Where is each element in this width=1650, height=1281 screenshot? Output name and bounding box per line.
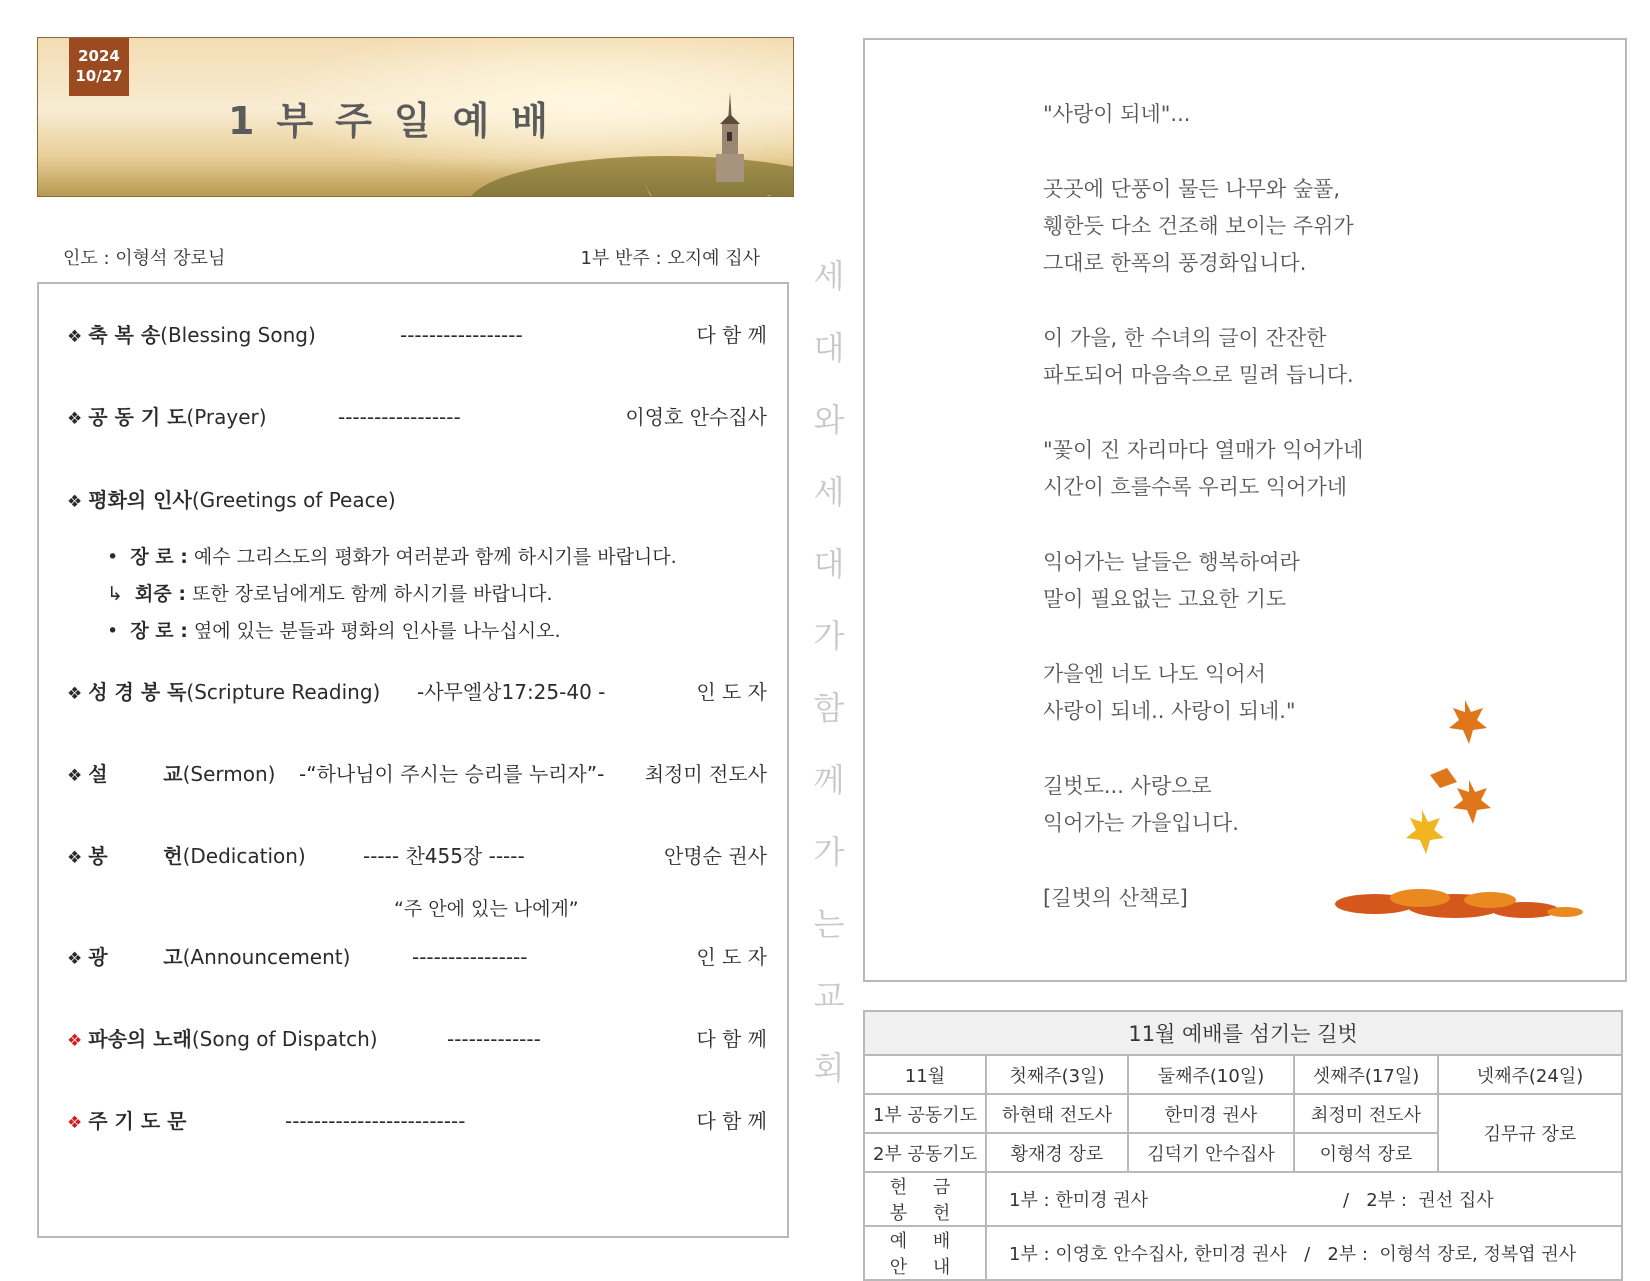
order-item-lords-prayer xyxy=(67,1106,767,1136)
motto-char: 가 xyxy=(813,833,845,871)
table-cell: 김무규 장로 xyxy=(1438,1094,1622,1172)
order-of-worship xyxy=(37,282,789,1238)
table-cell xyxy=(986,1226,1622,1280)
order-item-person: 다 함 께 xyxy=(696,1027,767,1051)
order-item-title: 주 기 도 문 xyxy=(88,1109,187,1133)
order-item-english: (Blessing Song) xyxy=(160,323,316,347)
order-item-person: 인 도 자 xyxy=(696,680,767,704)
greeting-line xyxy=(107,616,561,646)
order-item-announcement xyxy=(67,942,767,972)
offering-separator: / xyxy=(1343,1190,1350,1211)
motto-char: 대 xyxy=(813,545,845,583)
order-item-detail: -“하나님이 주시는 승리를 누리자”- xyxy=(299,762,605,786)
order-item-prayer xyxy=(67,402,767,432)
diamond-icon: ❖ xyxy=(67,848,83,868)
greeting-text: 옆에 있는 분들과 평화의 인사를 나누십시오. xyxy=(187,620,561,642)
usher-value: 1부 : 이영호 안수집사, 한미경 권사 xyxy=(1009,1244,1287,1265)
order-item-detail: ----- 찬455장 ----- xyxy=(363,844,525,868)
poem-line: 익어가는 가을입니다. xyxy=(1043,811,1239,835)
poem-line: 시간이 흐를수록 우리도 익어가네 xyxy=(1043,475,1348,499)
order-item-dedication xyxy=(67,841,767,871)
reply-arrow-icon: ↳ xyxy=(107,583,123,605)
usher-separator: / xyxy=(1304,1244,1311,1265)
order-item-dispatch-song xyxy=(67,1024,767,1054)
order-item-title: 축 복 송 xyxy=(88,323,161,347)
table-cell: 최정미 전도사 xyxy=(1294,1094,1438,1133)
order-item-title: 성 경 봉 독 xyxy=(88,680,187,704)
greeting-speaker: 장 로 : xyxy=(130,620,188,642)
table-header-cell: 11월 xyxy=(864,1055,986,1094)
church-motto xyxy=(808,240,850,1104)
motto-char: 함 xyxy=(813,689,845,727)
order-item-title: 광 고 xyxy=(88,945,183,969)
offering-value: 1부 : 한미경 권사 xyxy=(1009,1190,1149,1211)
table-cell: 2부 공동기도 xyxy=(864,1133,986,1172)
order-item-title: 파송의 노래 xyxy=(88,1027,192,1051)
bullet-icon: • xyxy=(107,546,119,568)
maple-leaves-icon xyxy=(865,40,1625,980)
motto-char: 세 xyxy=(813,257,845,295)
order-item-english: (Greetings of Peace) xyxy=(191,488,396,512)
poem-line: 이 가을, 한 수녀의 글이 잔잔한 xyxy=(1043,326,1327,350)
motto-char: 대 xyxy=(813,329,845,367)
banner-title: 1부주일예배 xyxy=(228,99,570,143)
table-cell: 황재경 장로 xyxy=(986,1133,1128,1172)
service-schedule-table xyxy=(863,1010,1623,1281)
table-row xyxy=(864,1094,1622,1133)
greeting-text: 예수 그리스도의 평화가 여러분과 함께 하시기를 바랍니다. xyxy=(187,546,677,568)
order-item-title: 설 교 xyxy=(88,762,183,786)
poem-line: 가을엔 너도 나도 익어서 xyxy=(1043,662,1266,686)
order-item-english: (Song of Dispatch) xyxy=(191,1027,378,1051)
order-item-detail: -사무엘상17:25-40 - xyxy=(417,680,606,704)
order-item-detail: ----------------- xyxy=(338,405,461,429)
poem-line: "꽃이 진 자리마다 열매가 익어가네 xyxy=(1043,438,1364,462)
table-header-row xyxy=(864,1055,1622,1094)
order-item-detail: ---------------- xyxy=(412,945,528,969)
order-item-english: (Dedication) xyxy=(182,844,306,868)
date-badge xyxy=(69,38,129,96)
order-item-detail: ------------------------- xyxy=(285,1109,466,1133)
leader-text: 인도 : 이형석 장로님 xyxy=(63,248,226,269)
table-header-cell: 넷째주(24일) xyxy=(1438,1055,1622,1094)
date-day: 10/27 xyxy=(75,67,123,85)
table-cell: 이형석 장로 xyxy=(1294,1133,1438,1172)
greeting-line xyxy=(107,579,553,609)
table-row xyxy=(864,1226,1622,1280)
table-header-cell: 첫째주(3일) xyxy=(986,1055,1128,1094)
motto-char: 세 xyxy=(813,473,845,511)
poem-line: 말이 필요없는 고요한 기도 xyxy=(1043,587,1287,611)
diamond-icon: ❖ xyxy=(67,949,83,969)
greeting-line xyxy=(107,542,677,572)
motto-char: 교 xyxy=(813,977,845,1015)
order-item-english: (Announcement) xyxy=(182,945,351,969)
table-cell xyxy=(986,1172,1622,1226)
table-cell: 헌 금 봉 헌 xyxy=(864,1172,986,1226)
motto-char: 회 xyxy=(813,1049,845,1087)
order-item-english: (Scripture Reading) xyxy=(186,680,381,704)
table-row xyxy=(864,1172,1622,1226)
order-item-detail: ------------- xyxy=(447,1027,541,1051)
motto-char: 가 xyxy=(813,617,845,655)
poem-line: 길벗도... 사랑으로 xyxy=(1043,774,1212,798)
offering-value-2: 2부 : 권선 집사 xyxy=(1366,1190,1494,1211)
table-cell: 1부 공동기도 xyxy=(864,1094,986,1133)
poem-line: [길벗의 산책로] xyxy=(1043,886,1188,910)
church-icon xyxy=(710,92,750,192)
date-year: 2024 xyxy=(78,47,120,65)
order-item-title: 평화의 인사 xyxy=(88,488,192,512)
table-cell: 김덕기 안수집사 xyxy=(1128,1133,1294,1172)
order-item-greetings xyxy=(67,485,767,515)
accompanist-text: 1부 반주 : 오지예 집사 xyxy=(580,248,760,269)
order-item-blessing-song xyxy=(67,320,767,350)
dedication-hymn-title: “주 안에 있는 나에게” xyxy=(394,898,579,920)
greeting-speaker: 회중 : xyxy=(135,583,186,605)
greeting-text: 또한 장로님에게도 함께 하시기를 바랍니다. xyxy=(185,583,553,605)
table-cell: 한미경 권사 xyxy=(1128,1094,1294,1133)
diamond-icon: ❖ xyxy=(67,766,83,786)
order-item-english: (Sermon) xyxy=(182,762,276,786)
poem-line: 익어가는 날들은 행복하여라 xyxy=(1043,550,1300,574)
table-cell: 하현태 전도사 xyxy=(986,1094,1128,1133)
usher-value-2: 2부 : 이형석 장로, 정복엽 권사 xyxy=(1327,1244,1577,1265)
poem-panel xyxy=(863,38,1627,982)
bullet-icon: • xyxy=(107,620,119,642)
diamond-icon: ❖ xyxy=(67,409,83,429)
order-item-scripture xyxy=(67,677,767,707)
order-item-person: 안명순 권사 xyxy=(664,844,767,868)
motto-char: 께 xyxy=(813,761,845,799)
poem-line: 곳곳에 단풍이 물든 나무와 숲풀, xyxy=(1043,177,1341,201)
table-cell: 예 배 안 내 xyxy=(864,1226,986,1280)
table-header-cell: 셋째주(17일) xyxy=(1294,1055,1438,1094)
table-caption: 11월 예배를 섬기는 길벗 xyxy=(864,1011,1622,1055)
order-item-person: 인 도 자 xyxy=(696,945,767,969)
diamond-icon: ❖ xyxy=(67,1113,83,1133)
diamond-icon: ❖ xyxy=(67,1031,83,1051)
order-item-title: 공 동 기 도 xyxy=(88,405,187,429)
diamond-icon: ❖ xyxy=(67,684,83,704)
diamond-icon: ❖ xyxy=(67,327,83,347)
table-header-cell: 둘째주(10일) xyxy=(1128,1055,1294,1094)
motto-char: 와 xyxy=(813,401,845,439)
poem-line: 사랑이 되네.. 사랑이 되네." xyxy=(1043,699,1296,723)
worship-banner xyxy=(37,37,794,197)
poem-line: 그대로 한폭의 풍경화입니다. xyxy=(1043,251,1307,275)
order-item-person: 최정미 전도사 xyxy=(644,762,767,786)
order-item-sermon xyxy=(67,759,767,789)
motto-char: 는 xyxy=(813,905,845,943)
order-item-person: 다 함 께 xyxy=(696,323,767,347)
greeting-speaker: 장 로 : xyxy=(130,546,188,568)
order-item-detail: ----------------- xyxy=(400,323,523,347)
poem-line: 파도되어 마음속으로 밀려 듭니다. xyxy=(1043,363,1354,387)
order-item-title: 봉 헌 xyxy=(88,844,183,868)
order-item-person: 이영호 안수집사 xyxy=(625,405,767,429)
diamond-icon: ❖ xyxy=(67,492,83,512)
poem-line: 휑한듯 다소 건조해 보이는 주위가 xyxy=(1043,214,1354,238)
order-item-english: (Prayer) xyxy=(186,405,267,429)
poem-line: "사랑이 되네"... xyxy=(1043,102,1191,126)
order-item-person: 다 함 께 xyxy=(696,1109,767,1133)
